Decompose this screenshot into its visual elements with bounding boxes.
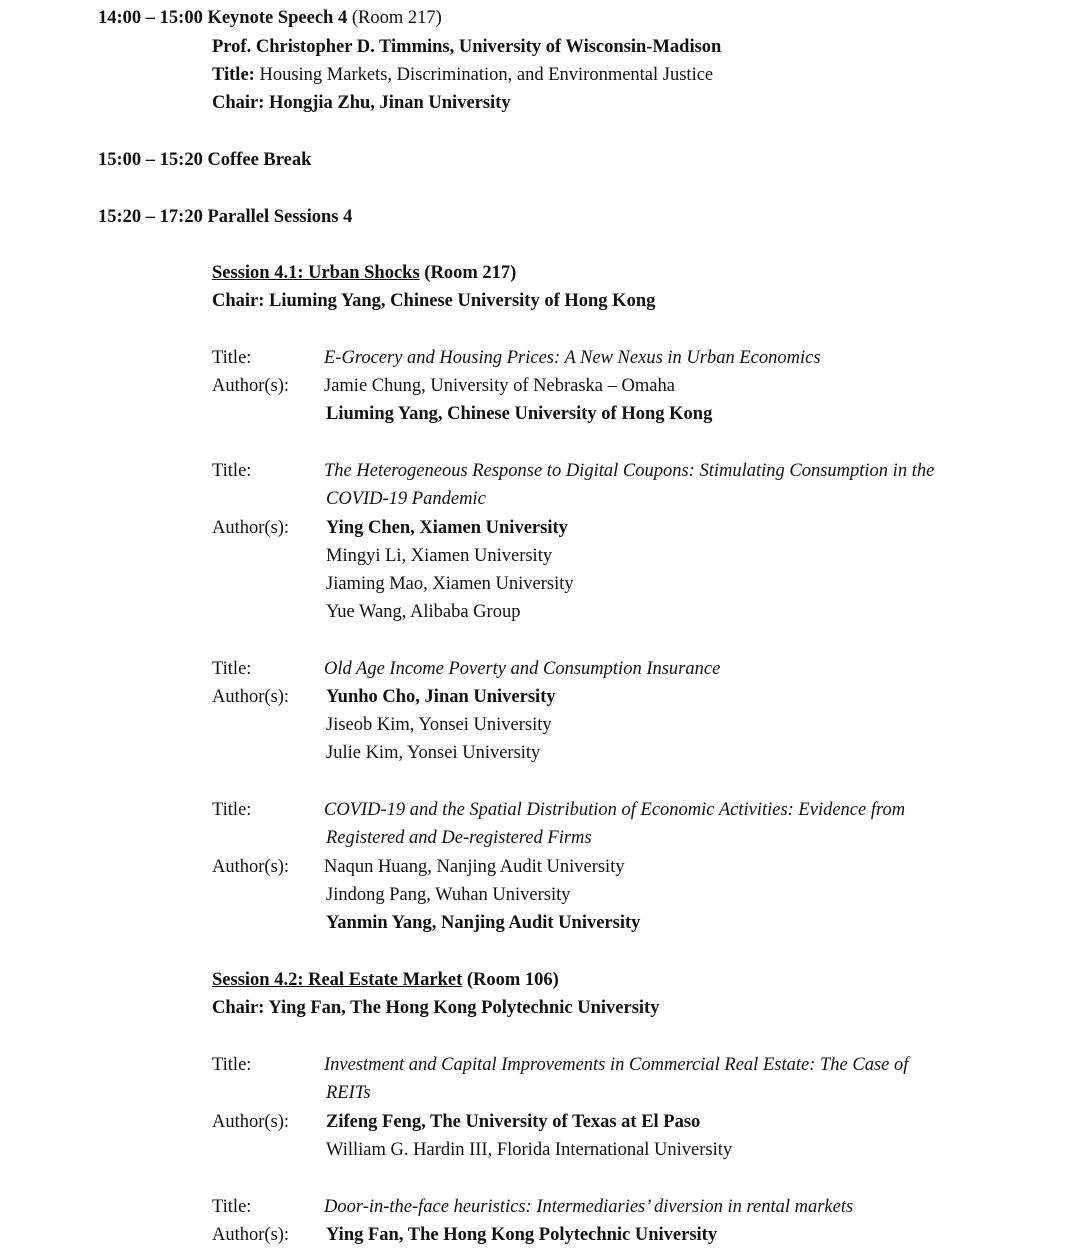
paper-title-cont: REITs (326, 1083, 371, 1103)
paper-author: Jiseob Kim, Yonsei University (326, 715, 552, 735)
paper-authors-label: Author(s): (212, 376, 290, 396)
paper-authors-label: Author(s): (212, 857, 290, 877)
session-4-1-heading (212, 261, 516, 285)
paper-author: Yue Wang, Alibaba Group (326, 602, 521, 622)
session-4-2-name: Session 4.2: Real Estate Market (212, 970, 463, 990)
session-4-2-heading (212, 968, 559, 992)
keynote-room: (Room 217) (351, 8, 442, 28)
session-4-1-chair: Chair: Liuming Yang, Chinese University of Hong Kong (212, 291, 656, 311)
session-4-2-chair: Chair: Ying Fan, The Hong Kong Polytechnic University (212, 998, 660, 1018)
paper-title: COVID-19 and the Spatial Distribution of Economic Activities: Evidence from (324, 800, 906, 820)
paper-author-presenter: Ying Chen, Xiamen University (326, 518, 568, 538)
paper-authors-label: Author(s): (212, 1225, 290, 1245)
paper-title-label: Title: (212, 348, 252, 368)
keynote-heading (98, 6, 442, 30)
paper-authors-label: Author(s): (212, 518, 290, 538)
paper-authors-label: Author(s): (212, 1112, 290, 1132)
parallel-sessions-heading: 15:20 – 17:20 Parallel Sessions 4 (98, 207, 353, 227)
paper-authors-label: Author(s): (212, 687, 290, 707)
paper-title-label: Title: (212, 461, 252, 481)
paper-title: E-Grocery and Housing Prices: A New Nexus in Urban Economics (324, 348, 821, 368)
paper-author: William G. Hardin III, Florida International University (326, 1140, 733, 1160)
paper-title: The Heterogeneous Response to Digital Coupons: Stimulating Consumption in the (324, 461, 935, 481)
keynote-title: Keynote Speech 4 (207, 8, 348, 28)
paper-author-presenter: Liuming Yang, Chinese University of Hong Kong (326, 404, 713, 424)
paper-author: Mingyi Li, Xiamen University (326, 546, 553, 566)
paper-title-cont: Registered and De-registered Firms (326, 828, 592, 848)
paper-title: Door-in-the-face heuristics: Intermediaries’ diversion in rental markets (324, 1197, 854, 1217)
paper-title-label: Title: (212, 1055, 252, 1075)
paper-title-label: Title: (212, 659, 252, 679)
paper-title-label: Title: (212, 800, 252, 820)
paper-title: Old Age Income Poverty and Consumption Insurance (324, 659, 721, 679)
paper-author-presenter: Zifeng Feng, The University of Texas at El Paso (326, 1112, 701, 1132)
session-4-1-name: Session 4.1: Urban Shocks (212, 263, 420, 283)
paper-author-presenter: Yanmin Yang, Nanjing Audit University (326, 913, 641, 933)
keynote-talk-title: Housing Markets, Discrimination, and Environmental Justice (259, 65, 714, 85)
paper-author: Jiaming Mao, Xiamen University (326, 574, 574, 594)
keynote-talk (212, 63, 713, 87)
paper-author: Naqun Huang, Nanjing Audit University (324, 857, 625, 877)
coffee-break: 15:00 – 15:20 Coffee Break (98, 150, 312, 170)
keynote-speaker: Prof. Christopher D. Timmins, University of Wisconsin-Madison (212, 37, 722, 57)
paper-title-cont: COVID-19 Pandemic (326, 489, 486, 509)
paper-author: Jamie Chung, University of Nebraska – Omaha (324, 376, 675, 396)
paper-title-label: Title: (212, 1197, 252, 1217)
keynote-time: 14:00 – 15:00 (98, 8, 203, 28)
paper-author: Jindong Pang, Wuhan University (326, 885, 571, 905)
keynote-talk-label: Title: (212, 65, 255, 85)
paper-author-presenter: Yunho Cho, Jinan University (326, 687, 556, 707)
keynote-chair: Chair: Hongjia Zhu, Jinan University (212, 93, 511, 113)
paper-author-presenter: Ying Fan, The Hong Kong Polytechnic University (326, 1225, 718, 1245)
session-4-2-room: (Room 106) (466, 970, 559, 990)
session-4-1-room: (Room 217) (424, 263, 517, 283)
paper-author: Julie Kim, Yonsei University (326, 743, 541, 763)
paper-title: Investment and Capital Improvements in Commercial Real Estate: The Case of (324, 1055, 909, 1075)
